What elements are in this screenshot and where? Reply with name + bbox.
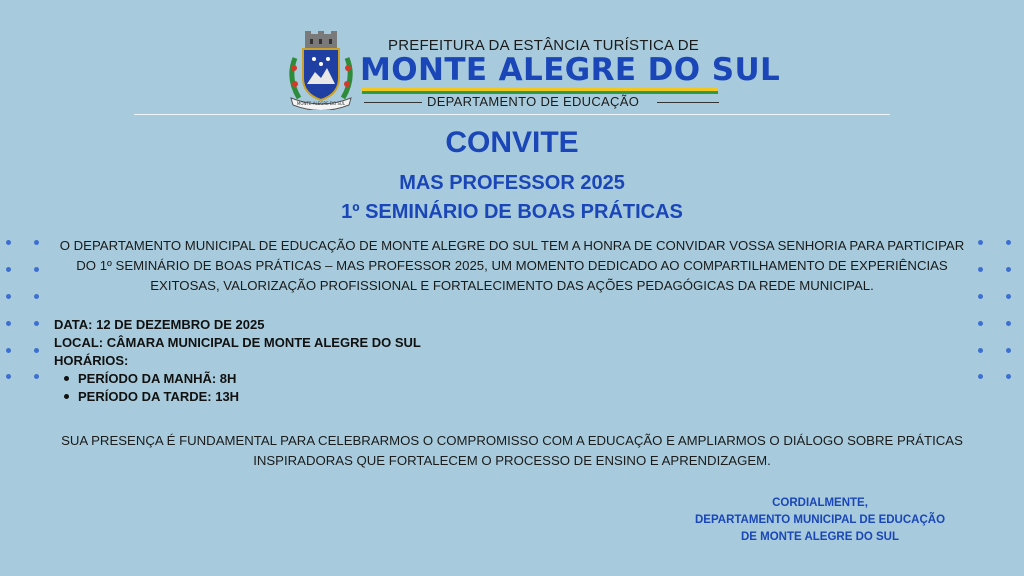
svg-text:MONTE ALEGRE DO SUL: MONTE ALEGRE DO SUL [296, 101, 346, 106]
invite-intro-text: O DEPARTAMENTO MUNICIPAL DE EDUCAÇÃO DE MONTE ALEGRE DO SUL TEM A HONRA DE CONVIDAR VOSSA SENHORIA PARA PARTICIPAR DO 1º SEMINÁRIO DE BOAS PRÁTICAS – MAS PROFESSOR 2025, UM MOMENTO DEDICADO AO COMPARTILHAMENTO DE EXPERIÊNCIAS EXITOSAS, VALORIZAÇÃO PROFISSIONAL E FORTALECIMENTO DAS AÇÕES PEDAGÓGICAS DA REDE MUNICIPAL. [59, 238, 965, 293]
department-line: DEPARTAMENTO DE EDUCAÇÃO [427, 94, 640, 109]
letterhead [285, 28, 781, 110]
signature-greeting: CORDIALMENTE, [772, 497, 868, 509]
schedule-list [54, 370, 421, 406]
event-location: LOCAL: CÂMARA MUNICIPAL DE MONTE ALEGRE DO SUL [54, 335, 421, 350]
schedule-label: HORÁRIOS: [54, 353, 129, 368]
closing-text: SUA PRESENÇA É FUNDAMENTAL PARA CELEBRARMOS O COMPROMISSO COM A EDUCAÇÃO E AMPLIARMOS O DIÁLOGO SOBRE PRÁTICAS INSPIRADORAS QUE FORTALECEM O PROCESSO DE ENSINO E APRENDIZAGEM. [61, 433, 963, 468]
invite-title: CONVITE [445, 126, 579, 159]
dept-rule-right [657, 102, 719, 103]
invite-subtitle-event: 1º SEMINÁRIO DE BOAS PRÁTICAS [341, 201, 683, 223]
event-details [54, 316, 421, 406]
dept-rule-left [364, 102, 422, 103]
prefecture-line: PREFEITURA DA ESTÂNCIA TURÍSTICA DE [388, 37, 699, 54]
invite-subtitle-program: MAS PROFESSOR 2025 [399, 172, 625, 194]
event-date: DATA: 12 DE DEZEMBRO DE 2025 [54, 317, 265, 332]
signature-city: DE MONTE ALEGRE DO SUL [740, 531, 900, 543]
schedule-morning: PERÍODO DA MANHÃ: 8H [78, 370, 421, 388]
signature-department: DEPARTAMENTO MUNICIPAL DE EDUCAÇÃO [694, 514, 946, 526]
signature-block [640, 495, 1000, 546]
municipal-crest-icon [285, 28, 357, 110]
header-divider [134, 114, 890, 115]
schedule-afternoon: PERÍODO DA TARDE: 13H [78, 388, 421, 406]
city-name: MONTE ALEGRE DO SUL [360, 52, 781, 88]
